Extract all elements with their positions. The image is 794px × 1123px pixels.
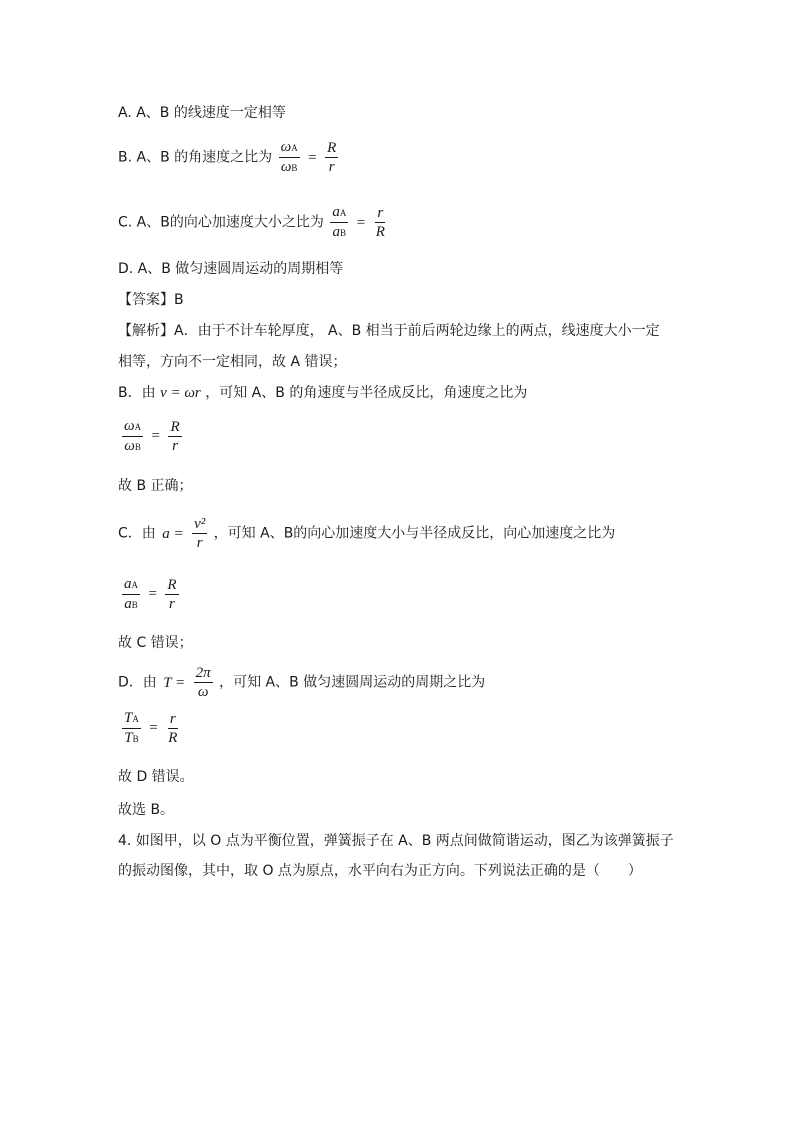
analysis-b: B．由 v = ωr ，可知 A、B 的角速度与半径成反比，角速度之比为 xyxy=(118,385,528,401)
final-answer: 故选 B。 xyxy=(118,802,175,818)
formula-v2-over-r: $\frac{\text{v²}}{r}$ xyxy=(194,516,206,551)
ratio-a-fraction: $\frac{aA}{aB}$ xyxy=(332,204,347,240)
formula-omega-ratio: $\frac{\omega A}{\omega B}$ = $\frac{R}{r}$ xyxy=(124,418,180,454)
ratio-r-fraction: $\frac{R}{r}$ xyxy=(327,140,337,175)
question-4-line-2: 的振动图像，其中，取 O 点为原点，水平向右为正方向。下列说法正确的是（ ） xyxy=(118,863,642,879)
answer-label: 【答案】 xyxy=(118,292,174,308)
option-b-text: B. A、B 的角速度之比为 xyxy=(118,149,273,166)
formula-a-ratio: $\frac{aA}{aB}$ = $\frac{R}{r}$ xyxy=(124,576,177,612)
option-d: D. A、B 做匀速圆周运动的周期相等 xyxy=(118,261,344,277)
ratio-r-fraction: $\frac{r}{R}$ xyxy=(375,205,385,240)
option-c: C. A、B的向心加速度大小之比为 $\frac{aA}{aB}$ = $\frac{r}{R}$ xyxy=(118,204,385,240)
conclusion-d: 故 D 错误。 xyxy=(118,769,194,785)
analysis-d: D．由 T = $\frac{2\pi}{\omega}$ ，可知 A、B 做匀速圆周运动的周期之比为 xyxy=(118,665,486,700)
analysis-line-2: 相等，方向不一定相同，故 A 错误； xyxy=(118,354,347,370)
formula-2pi-over-omega: $\frac{2\pi}{\omega}$ xyxy=(195,665,211,700)
option-a: A. A、B 的线速度一定相等 xyxy=(118,105,286,121)
conclusion-c: 故 C 错误； xyxy=(118,635,193,651)
analysis-label: 【解析】 xyxy=(118,323,174,339)
conclusion-b: 故 B 正确； xyxy=(118,478,193,494)
formula-T-ratio: $\frac{TA}{TB}$ = $\frac{r}{R}$ xyxy=(124,710,178,746)
analysis-a-text: A．由于不计车轮厚度， A、B 相当于前后两轮边缘上的两点，线速度大小一定 xyxy=(174,323,660,339)
option-b: B. A、B 的角速度之比为 $\frac{\omega A}{\omega B}$ = $\frac{R}{r}$ xyxy=(118,139,337,175)
question-4-line-1: 4. 如图甲，以 O 点为平衡位置，弹簧振子在 A、B 两点间做简谐运动，图乙为该弹簧振子 xyxy=(118,833,674,849)
formula-v-omega-r: v = ωr xyxy=(160,385,201,401)
answer-line xyxy=(118,290,184,310)
option-c-text: C. A、B的向心加速度大小之比为 xyxy=(118,214,324,231)
ratio-omega-fraction: $\frac{\omega A}{\omega B}$ xyxy=(280,139,298,175)
analysis-c: C．由 a = $\frac{\text{v²}}{r}$ ，可知 A、B的向心加速度大小与半径成反比，向心加速度之比为 xyxy=(118,516,616,551)
answer-value: B xyxy=(174,292,184,308)
analysis-line-1 xyxy=(118,321,660,341)
